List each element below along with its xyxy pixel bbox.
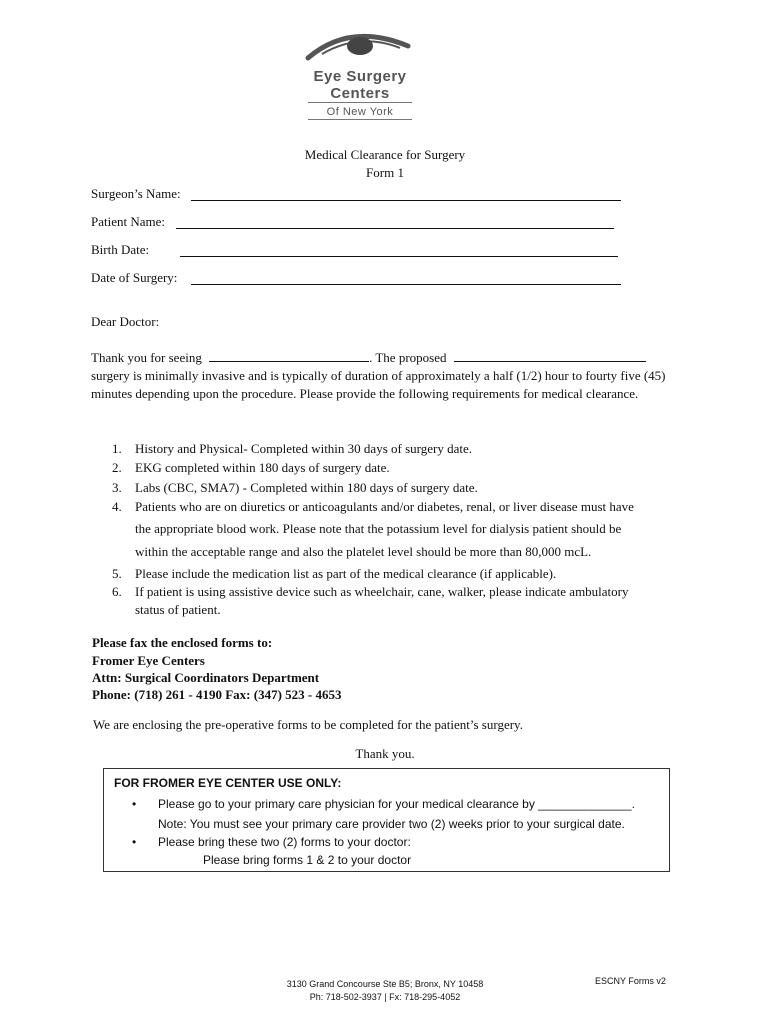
list-text: the appropriate blood work. Please note that the potassium level for dialysis patient should be xyxy=(135,521,622,536)
greeting: Dear Doctor: xyxy=(91,314,160,329)
list-text: status of patient. xyxy=(135,602,221,617)
office-use-box xyxy=(103,768,670,872)
page-title: Medical Clearance for Surgery xyxy=(304,147,466,162)
logo-text-line3: Of New York xyxy=(326,106,394,118)
list-number: 5. xyxy=(112,566,122,581)
fax-phone: Phone: (718) 261 - 4190 Fax: (347) 523 - 4653 xyxy=(92,687,342,702)
intro-text-part2: . The proposed xyxy=(369,350,447,365)
thank-you: Thank you. xyxy=(355,746,415,761)
logo xyxy=(300,28,420,128)
eye-logo-icon xyxy=(300,28,420,70)
surgeon-name-label: Surgeon’s Name: xyxy=(91,186,181,201)
list-text: EKG completed within 180 days of surgery date. xyxy=(135,460,390,475)
office-bullet-1: Please go to your primary care physician for your medical clearance by ______________. xyxy=(158,797,635,811)
logo-divider xyxy=(308,102,412,103)
list-text: History and Physical- Completed within 30 days of surgery date. xyxy=(135,441,472,456)
enclosing-note: We are enclosing the pre-operative forms to be completed for the patient’s surgery. xyxy=(93,717,523,732)
list-text: Labs (CBC, SMA7) - Completed within 180 days of surgery date. xyxy=(135,480,478,495)
birth-date-label: Birth Date: xyxy=(91,242,150,257)
intro-text-part1: Thank you for seeing xyxy=(91,350,202,365)
fax-heading: Please fax the enclosed forms to: xyxy=(92,635,273,650)
procedure-blank-field[interactable] xyxy=(454,349,646,362)
logo-divider xyxy=(308,119,412,120)
list-text: Patients who are on diuretics or anticoagulants and/or diabetes, renal, or liver disease must have xyxy=(135,499,634,514)
logo-text-line1: Eye Surgery xyxy=(313,68,407,85)
footer-version: ESCNY Forms v2 xyxy=(595,976,666,986)
patient-name-field[interactable] xyxy=(176,228,614,229)
bullet-icon: • xyxy=(132,835,137,849)
footer-phone: Ph: 718-502-3937 | Fx: 718-295-4052 xyxy=(309,992,461,1002)
surgeon-name-field[interactable] xyxy=(191,200,621,201)
list-number: 2. xyxy=(112,460,122,475)
list-number: 1. xyxy=(112,441,122,456)
fax-center-name: Fromer Eye Centers xyxy=(92,653,205,668)
birth-date-field[interactable] xyxy=(180,256,618,257)
list-text: Please include the medication list as part of the medical clearance (if applicable). xyxy=(135,566,557,581)
footer-address: 3130 Grand Concourse Ste B5; Bronx, NY 10458 xyxy=(286,979,484,989)
page-subtitle: Form 1 xyxy=(366,165,404,180)
list-text: If patient is using assistive device such as wheelchair, cane, walker, please indicate ambulatory xyxy=(135,584,629,599)
office-bullet-2: Please bring these two (2) forms to your doctor: xyxy=(158,835,411,849)
office-note: Note: You must see your primary care provider two (2) weeks prior to your surgical date. xyxy=(158,817,625,831)
office-forms-note: Please bring forms 1 & 2 to your doctor xyxy=(203,853,412,867)
surgery-date-field[interactable] xyxy=(191,284,621,285)
intro-paragraph: surgery is minimally invasive and is typically of duration of approximately a half (1/2) hour to fourty five (45) minutes depending upon the procedure. Please provide the following requirements for medical clearance. xyxy=(91,368,666,401)
logo-text-line2: Centers xyxy=(330,85,390,102)
intro-first-line xyxy=(91,349,691,367)
bullet-icon: • xyxy=(132,797,137,811)
list-number: 3. xyxy=(112,480,122,495)
surgery-date-label: Date of Surgery: xyxy=(91,270,178,285)
seeing-blank-field[interactable] xyxy=(209,349,369,362)
office-use-heading: FOR FROMER EYE CENTER USE ONLY: xyxy=(114,776,342,790)
list-number: 6. xyxy=(112,584,122,599)
list-number: 4. xyxy=(112,499,122,514)
fax-attn: Attn: Surgical Coordinators Department xyxy=(92,670,320,685)
patient-name-label: Patient Name: xyxy=(91,214,166,229)
list-text: within the acceptable range and also the platelet level should be more than 80,000 mcL. xyxy=(135,544,592,559)
